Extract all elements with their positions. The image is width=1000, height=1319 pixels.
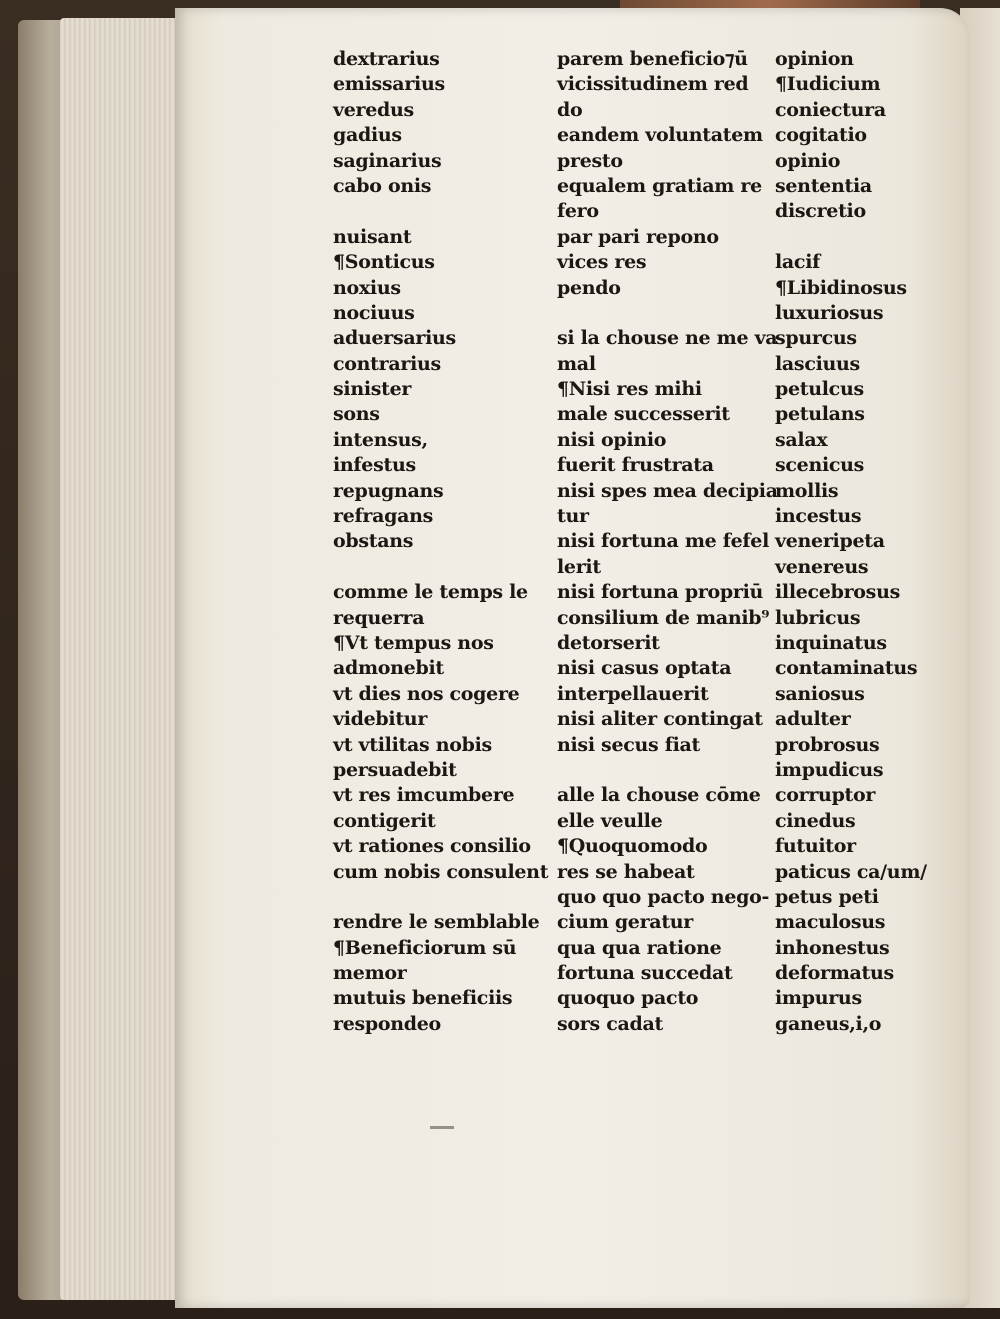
text-line: presto — [557, 149, 623, 172]
text-line: salax — [775, 428, 828, 451]
text-line — [333, 555, 548, 580]
text-line: cabo onis — [333, 174, 432, 197]
text-line: interpellauerit — [557, 682, 709, 705]
text-line: sententia — [775, 174, 872, 197]
text-line: cogitatio — [775, 124, 867, 147]
text-column-right — [775, 47, 945, 1037]
text-line: requerra — [333, 606, 425, 629]
text-line: inquinatus — [775, 631, 887, 654]
text-line: nisi aliter contingat — [557, 708, 763, 731]
text-line: lacif — [775, 251, 820, 274]
text-line: fuerit frustrata — [557, 454, 714, 477]
text-line: probrosus — [775, 733, 880, 756]
text-line: lerit — [557, 555, 601, 578]
text-line: vicissitudinem red — [557, 73, 749, 96]
text-line: opinion — [775, 48, 854, 70]
text-line: venereus — [775, 555, 869, 578]
text-line: nisi fortuna propriū — [557, 581, 764, 604]
text-line: luxuriosus — [775, 301, 884, 324]
text-line: comme le temps le — [333, 581, 528, 604]
text-line — [775, 225, 945, 250]
text-line: futuitor — [775, 835, 856, 858]
text-line: alle la chouse cōme — [557, 784, 761, 807]
text-line: sinister — [333, 378, 412, 401]
text-line: mollis — [775, 479, 839, 502]
text-line: sons — [333, 403, 380, 426]
text-line: saginarius — [333, 149, 442, 172]
text-line: maculosus — [775, 911, 886, 934]
text-line — [557, 301, 782, 326]
text-line: deformatus — [775, 962, 894, 985]
text-line: ¶Vt tempus nos — [333, 631, 494, 654]
text-line: paticus ca/um/ — [775, 860, 927, 883]
text-line: eandem voluntatem — [557, 124, 763, 147]
text-line: repugnans — [333, 479, 444, 502]
text-line: veredus — [333, 98, 414, 121]
text-line: impurus — [775, 987, 862, 1010]
text-line: illecebrosus — [775, 581, 900, 604]
text-line: petulcus — [775, 378, 864, 401]
text-line: parem beneficio⁊ū — [557, 48, 748, 70]
text-line: impudicus — [775, 758, 884, 781]
text-line: scenicus — [775, 454, 865, 477]
text-line: nisi casus optata — [557, 657, 732, 680]
text-line: spurcus — [775, 327, 857, 350]
text-line: videbitur — [333, 708, 428, 731]
text-line: ¶Nisi res mihi — [557, 378, 702, 401]
text-line: si la chouse ne me va — [557, 327, 778, 350]
text-line: veneripeta — [775, 530, 885, 553]
text-line: nisi secus fiat — [557, 733, 701, 756]
text-line: equalem gratiam re — [557, 174, 762, 197]
text-line: vices res — [557, 251, 647, 274]
text-line: contigerit — [333, 809, 436, 832]
text-line: cinedus — [775, 809, 856, 832]
text-line: nisi spes mea decipia — [557, 479, 778, 502]
text-line: pendo — [557, 276, 621, 299]
text-line: tur — [557, 505, 589, 528]
text-line: dextrarius — [333, 48, 440, 70]
text-line: incestus — [775, 505, 862, 528]
text-line: adulter — [775, 708, 851, 731]
text-line: inhonestus — [775, 936, 890, 959]
text-line: mutuis beneficiis — [333, 987, 513, 1010]
text-line: sors cadat — [557, 1012, 663, 1035]
text-line: fero — [557, 200, 599, 223]
text-line: ¶Libidinosus — [775, 276, 907, 299]
text-line: aduersarius — [333, 327, 456, 350]
text-line: quo quo pacto nego- — [557, 885, 770, 908]
text-line: vt rationes consilio — [333, 835, 531, 858]
text-line — [557, 758, 782, 783]
text-line: par pari repono — [557, 225, 719, 248]
text-line: opinio — [775, 149, 841, 172]
text-line: petus peti — [775, 885, 879, 908]
text-line: contrarius — [333, 352, 441, 375]
text-line: corruptor — [775, 784, 876, 807]
text-line: ¶Quoquomodo — [557, 835, 708, 858]
text-line: ganeus,i,o — [775, 1012, 882, 1035]
text-column-left — [333, 47, 548, 1037]
text-line: nuisant — [333, 225, 412, 248]
text-line: intensus, — [333, 428, 428, 451]
text-line: noxius — [333, 276, 401, 299]
text-line: cum nobis consulent — [333, 860, 549, 883]
text-line: fortuna succedat — [557, 962, 733, 985]
text-line — [333, 885, 548, 910]
text-line: petulans — [775, 403, 865, 426]
text-line — [333, 199, 548, 224]
text-column-middle — [557, 47, 782, 1037]
text-line: saniosus — [775, 682, 865, 705]
text-line: do — [557, 98, 583, 121]
text-line: quoquo pacto — [557, 987, 699, 1010]
text-line: respondeo — [333, 1012, 441, 1035]
text-line: gadius — [333, 124, 402, 147]
text-line: ¶Sonticus — [333, 251, 435, 274]
text-line: lubricus — [775, 606, 861, 629]
text-line: admonebit — [333, 657, 444, 680]
text-line: cium geratur — [557, 911, 694, 934]
text-line: nociuus — [333, 301, 415, 324]
text-line: refragans — [333, 505, 434, 528]
text-line: nisi opinio — [557, 428, 667, 451]
text-line: vt res imcumbere — [333, 784, 515, 807]
text-line: nisi fortuna me fefel — [557, 530, 769, 553]
text-line: coniectura — [775, 98, 886, 121]
text-line: discretio — [775, 200, 866, 223]
text-line: persuadebit — [333, 758, 457, 781]
text-line: ¶Iudicium — [775, 73, 881, 96]
text-line: elle veulle — [557, 809, 663, 832]
text-line: rendre le semblable — [333, 911, 540, 934]
text-line: consilium de manib⁹ — [557, 606, 770, 629]
text-line: infestus — [333, 454, 416, 477]
text-line: vt dies nos cogere — [333, 682, 520, 705]
text-line: contaminatus — [775, 657, 918, 680]
text-line: male successerit — [557, 403, 730, 426]
text-line: mal — [557, 352, 596, 375]
text-line: lasciuus — [775, 352, 860, 375]
text-line: obstans — [333, 530, 414, 553]
text-line: vt vtilitas nobis — [333, 733, 492, 756]
catchword-mark — [430, 1126, 454, 1129]
text-line: ¶Beneficiorum sū — [333, 936, 517, 959]
text-line: memor — [333, 962, 407, 985]
text-line: res se habeat — [557, 860, 695, 883]
text-line: detorserit — [557, 631, 660, 654]
text-line: qua qua ratione — [557, 936, 722, 959]
text-line: emissarius — [333, 73, 445, 96]
